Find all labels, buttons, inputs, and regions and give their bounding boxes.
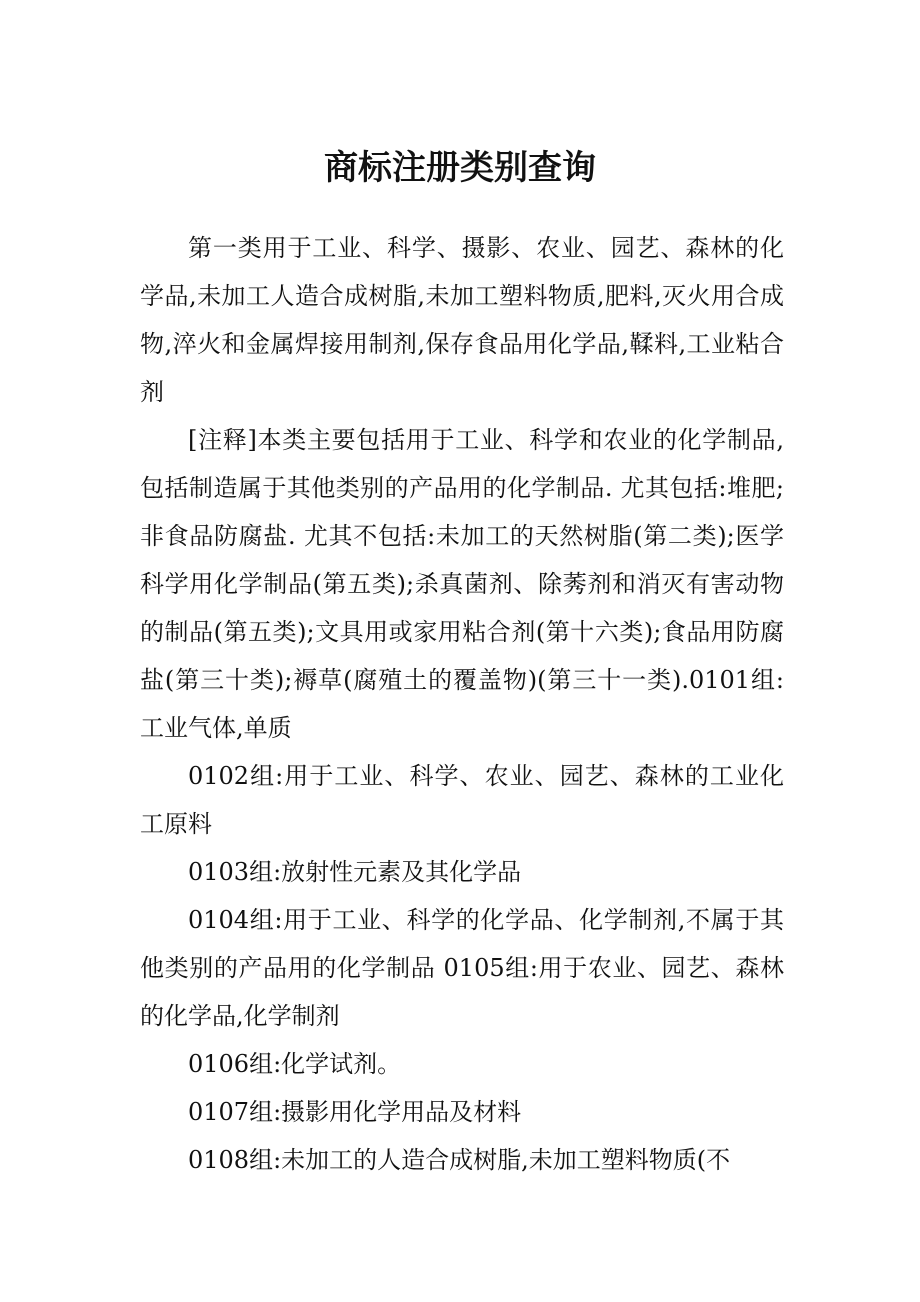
paragraph-group-0103: 0103组:放射性元素及其化学品 xyxy=(188,858,522,886)
paragraph-group-0108: 0108组:未加工的人造合成树脂,未加工塑料物质(不 xyxy=(188,1146,731,1174)
paragraph-class-1: 第一类用于工业、科学、摄影、农业、园艺、森林的化学品,未加工人造合成树脂,未加工塑料物质,肥料,灭火用合成物,淬火和金属焊接用制剂,保存食品用化学品,鞣料,工业粘合剂 xyxy=(140,234,784,406)
paragraph-group-0104: 0104组:用于工业、科学的化学品、化学制剂,不属于其他类别的产品用的化学制品 0105组:用于农业、园艺、森林的化学品,化学制剂 xyxy=(140,906,784,1030)
document-body xyxy=(140,224,784,1184)
document-title: 商标注册类别查询 xyxy=(324,148,596,188)
paragraph-group-0106: 0106组:化学试剂。 xyxy=(188,1050,402,1078)
paragraph-group-0107: 0107组:摄影用化学用品及材料 xyxy=(188,1098,522,1126)
paragraph-annotation: [注释]本类主要包括用于工业、科学和农业的化学制品,包括制造属于其他类别的产品用的化学制品. 尤其包括:堆肥;非食品防腐盐. 尤其不包括:未加工的天然树脂(第二类);医学科学用化学制品(第五类);杀真菌剂、除莠剂和消灭有害动物的制品(第五类);文具用或家用粘合剂(第十六类);食品用防腐盐(第三十类);褥草(腐殖土的覆盖物)(第三十一类).0101组:工业气体,单质 xyxy=(140,426,784,742)
paragraph-group-0102: 0102组:用于工业、科学、农业、园艺、森林的工业化工原料 xyxy=(140,762,784,838)
